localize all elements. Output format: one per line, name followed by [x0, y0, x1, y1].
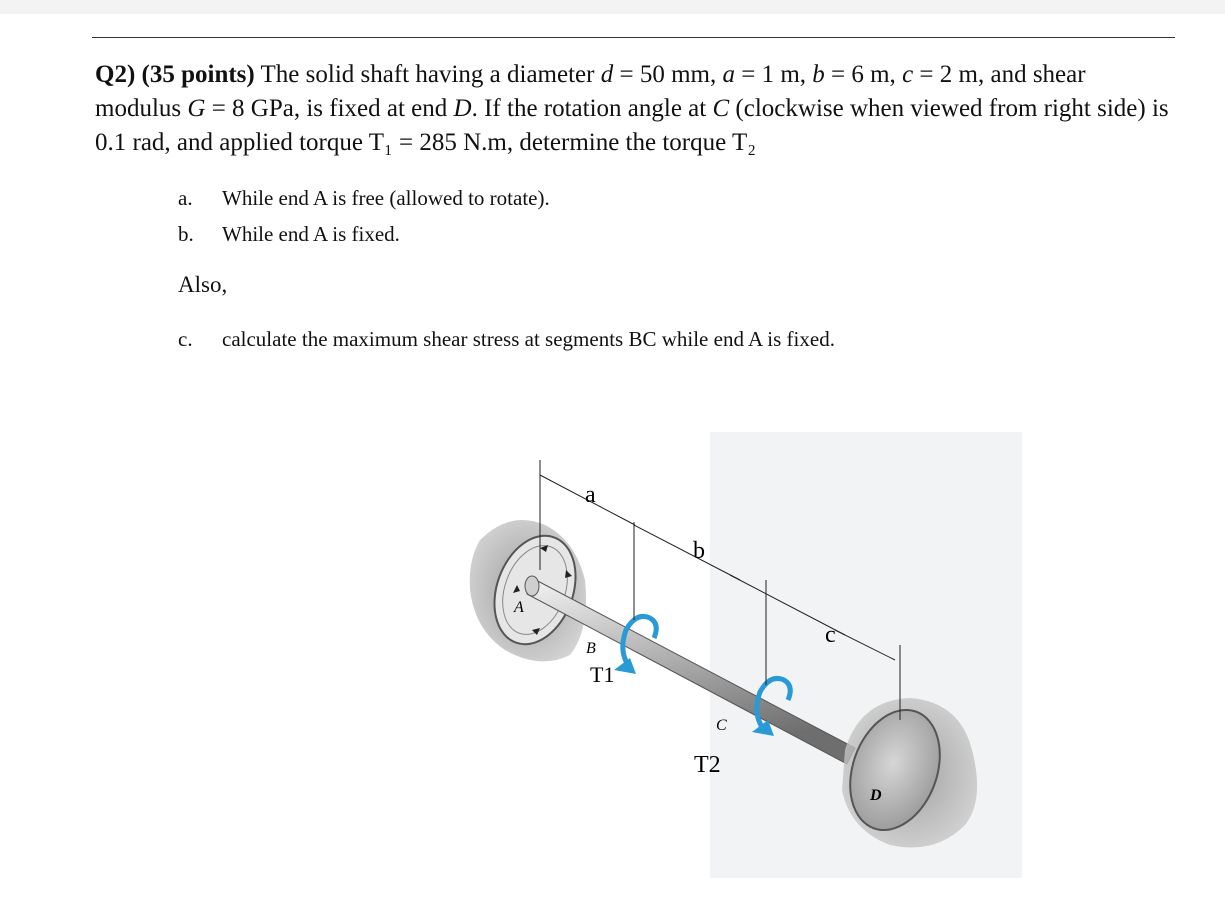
variable-b: b	[812, 61, 825, 88]
variable-G: G	[187, 95, 206, 122]
question-fragment: = 2 m, and shear modulus	[95, 61, 1086, 122]
question-fragment: The solid shaft having a diameter	[254, 61, 601, 88]
variable-d: d	[600, 61, 614, 88]
torque-label-T2: T2	[694, 752, 721, 778]
part-text: calculate the maximum shear stress at segments BC while end A is fixed.	[222, 327, 835, 351]
question-label: Q2) (35 points)	[95, 61, 255, 88]
point-label-B: B	[586, 640, 596, 657]
also-label: Also,	[178, 272, 228, 297]
part-letter: a.	[178, 186, 193, 210]
part-letter: c.	[178, 327, 193, 351]
part-text: While end A is free (allowed to rotate).	[222, 186, 550, 210]
part-c	[178, 327, 835, 352]
part-text: While end A is fixed.	[222, 222, 400, 246]
shaft	[527, 578, 855, 764]
top-toolbar-strip	[0, 0, 1225, 14]
part-letter: b.	[178, 222, 194, 246]
question-fragment: = 6 m,	[824, 61, 903, 88]
dimension-label-a: a	[585, 482, 596, 508]
shaft-figure	[440, 430, 1040, 900]
point-label-C: C	[716, 717, 727, 734]
dimension-label-b: b	[693, 538, 705, 564]
question-fragment: = 8 GPa, is fixed at end	[205, 95, 454, 122]
dimension-label-c: c	[825, 622, 836, 648]
point-label-D: D	[870, 787, 882, 804]
torque-label-T1: T1	[590, 662, 615, 687]
question-fragment: = 50 mm,	[613, 61, 723, 88]
variable-D: D	[453, 95, 472, 122]
part-b	[178, 222, 400, 247]
part-a	[178, 186, 550, 211]
question-fragment: (clockwise when viewed from right side) is 0.1 rad, and applied torque T₁ = 285 N.m, determine the torque T₂	[95, 95, 1169, 156]
variable-C: C	[712, 95, 730, 122]
question-fragment: = 1 m,	[734, 61, 813, 88]
variable-a: a	[722, 61, 735, 88]
variable-c: c	[902, 61, 914, 88]
question-text	[95, 58, 1175, 160]
horizontal-rule	[92, 37, 1175, 38]
shaft-end-A	[525, 576, 539, 596]
question-fragment: . If the rotation angle at	[471, 95, 713, 122]
point-label-A: A	[514, 599, 524, 616]
